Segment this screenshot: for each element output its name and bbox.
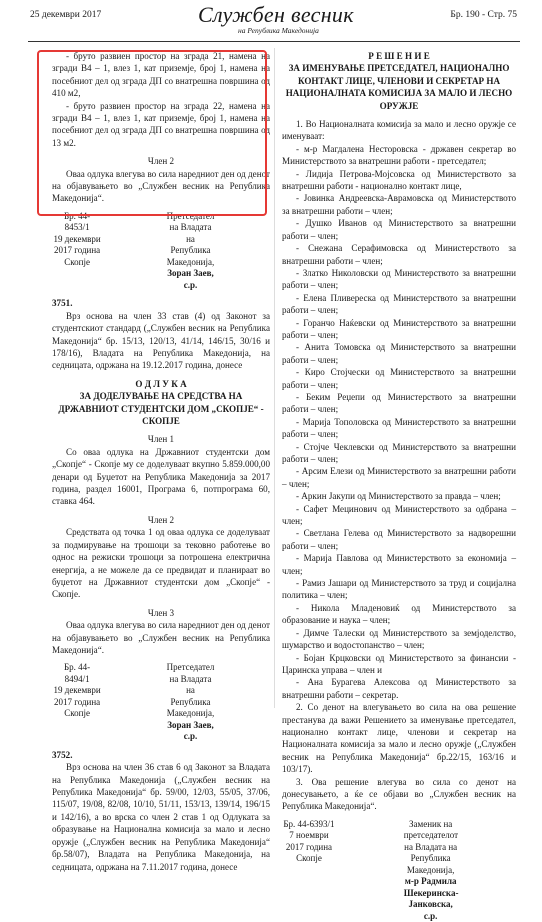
member-item: - Рамиз Јашари од Министерството за труд и социјална политика – член; xyxy=(282,578,516,601)
member-item: - Аркин Јакупи од Министерството за правда – член; xyxy=(296,491,501,502)
article-text: Со оваа одлука на Државниот студентски дом „Скопје“ - Скопје му се доделуваат вкупно 5.859.000,00 денари од Буџетот на Република Македонија за 2017 година, раздел 16001, Програма 6, потпрограма 60, ставка 464. xyxy=(52,446,270,507)
member-item: - Димче Талески од Министерството за земјоделство, шумарство и водостопанство – член; xyxy=(282,627,516,651)
article-text: Оваа одлука влегува во сила наредниот ден од денот на објавувањето во „Службен весник на Република Македонија“. xyxy=(52,168,270,204)
issue-number: Бр. 190 - Стр. 75 xyxy=(450,10,517,20)
header-rule xyxy=(28,41,520,42)
decision-heading: О Д Л У К А xyxy=(135,378,187,389)
signature-block: Бр. 44-8453/1 19 декември 2017 година Скопје Претседател на Владата на Република Македонија, Зоран Заев, с.р. xyxy=(53,210,215,290)
list-item: - бруто развиен простор на зграда 21, намена на згради В4 – 1, влез 1, кат приземје, број 1, намена на посебниот дел од зграда ДП со внатрешна површина од 410 м2, xyxy=(52,51,270,99)
member-item: - Никола Младеновиќ од Министерството за образование и наука – член; xyxy=(282,602,516,626)
member-item: - Марија Тополовска од Министерството за внатрешни работи – член; xyxy=(282,416,516,440)
member-item: - Марија Павлова од Министерството за економија – член; xyxy=(282,553,516,576)
member-item: - Горанчо Наќевски од Министерството за внатрешни работи – член; xyxy=(282,317,516,340)
member-item: - Бојан Крцковски од Министерството за финансии - Царинска управа – член и xyxy=(282,652,516,675)
article-text: Средствата од точка 1 од оваа одлука се доделуваат за подмирување на трошоци за тековно работење во однос на режиски трошоци за потрошена електрична енергија, а не можеле да се предвидат и планираат во буџетот на Државниот студентски дом „Скопје“ - Скопје. xyxy=(52,527,270,600)
members-list xyxy=(282,143,516,701)
page-header xyxy=(0,0,542,44)
member-item: - Анита Томовска од Министерството за внатрешни работи – член; xyxy=(282,342,516,365)
decision-heading: Р Е Ш Е Н И Е xyxy=(368,51,430,61)
decision-number: 3752. xyxy=(52,749,73,760)
article-title: Член 3 xyxy=(147,607,175,618)
list-item: - бруто развиен простор на зграда 22, намена на згради В4 – 1, влез 1, кат приземје, број 1, намена на посебниот дел од зграда ДП со внатрешна површина од 13 м2. xyxy=(52,100,270,148)
right-column xyxy=(282,50,516,922)
member-item: - Елена Пливереска од Министерството за внатрешни работи – член; xyxy=(282,292,516,316)
issue-date: 25 декември 2017 xyxy=(30,10,102,20)
member-item: - Киро Стојчески од Министерството за внатрешни работи – член; xyxy=(282,367,516,390)
member-item: - Душко Иванов од Министерството за внатрешни работи – член; xyxy=(282,218,516,241)
gazette-subtitle: на Република Македонија xyxy=(238,26,319,35)
article-title: Член 2 xyxy=(147,514,175,525)
decision-intro: Врз основа на член 36 став 6 од Законот за Владата на Република Македонија („Службен весник на Република Македонија“ бр. 59/00, 12/03, 55/05, 37/06, 115/07, 19/08, 82/08, 10/10, 51/11, 153/13, 139/14, 196/15 и 142/16), а во врска со член 2 став 1 од Одлуката за образување на Национална комисија за мало и лесно оружје („Службен весник на Република Македонија“ бр.58/07), Владата на Република Македонија, на седницата, одржана на 7.11.2017 година, донесе xyxy=(52,762,270,872)
member-item: - Светлана Гелева од Министерството за надворешни работи – член; xyxy=(282,528,516,551)
member-item: - Снежана Серафимовска од Министерството за внатрешни работи – член; xyxy=(282,243,516,266)
article-text: Оваа одлука влегува во сила наредниот ден од денот на објавувањето во „Службен весник на Република Македонија“. xyxy=(52,620,270,655)
paragraph: 2. Со денот на влегувањето во сила на ова решение престанува да важи Решението за именување претседател, национално контакт лице, членови и секретар на Националната комисија за мало и лесно оружје („Службен весник на Република Македонија“ бр.22/15, 163/16 и 103/17). xyxy=(282,702,516,775)
member-item: - Стојче Чеклевски од Министерството за внатрешни работи – член; xyxy=(282,441,516,464)
gazette-title: Службен весник xyxy=(198,2,354,27)
member-item: - Сафет Мецинович од Министерството за одбрана – член; xyxy=(282,503,516,527)
member-item: - Јовинка Андреевска-Аврамовска од Министерството за внатрешни работи – член; xyxy=(282,193,516,216)
member-item: - Арсим Елези од Министерството за внатрешни работи – член; xyxy=(282,466,516,489)
signature-block: Бр. 44-8494/1 19 декември 2017 година Скопје Претседател на Владата на Република Македонија, Зоран Заев, с.р. xyxy=(53,662,215,742)
column-divider xyxy=(274,48,275,708)
member-item: - м-р Магдалена Несторовска - државен секретар во Министерството за внатрешни работи - претседател; xyxy=(282,143,516,167)
highlight-box xyxy=(37,50,267,216)
decision-subheading: ЗА ИМЕНУВАЊЕ ПРЕТСЕДАТЕЛ, НАЦИОНАЛНО КОНТАКТ ЛИЦЕ, ЧЛЕНОВИ И СЕКРЕТАР НА НАЦИОНАЛНАТА КОМИСИЈА ЗА МАЛО И ЛЕСНО ОРУЖЈЕ xyxy=(285,63,513,111)
decision-intro: Врз основа на член 33 став (4) од Законот за студентскиот стандард („Службен весник на Република Македонија“ бр. 15/13, 120/13, 41/14, 146/15, 30/16 и 178/16), Владата на Република Македонија, на седницата, одржана на 19.12.2017 година, донесе xyxy=(52,310,270,371)
member-item: - Лидија Петрова-Мојсовска од Министерството за внатрешни работи - национално контакт лице, xyxy=(282,168,516,192)
member-item: - Ана Бурагева Алексова од Министерството за внатрешни работи – секретар. xyxy=(282,677,516,700)
member-item: - Златко Николовски од Министерството за внатрешни работи – член; xyxy=(282,267,516,291)
decision-subheading: ЗА ДОДЕЛУВАЊЕ НА СРЕДСТВА НА ДРЖАВНИОТ СТУДЕНТСКИ ДОМ „СКОПЈЕ“ - СКОПЈЕ xyxy=(58,391,264,427)
signature-block: Бр. 44-6393/1 7 ноември 2017 година Скопје Заменик на претседателот на Владата на Република Македонија, м-р Радмила Шекеринска-Јанковска, с.р. xyxy=(283,818,459,921)
article-title: Член 2 xyxy=(147,156,175,167)
member-item: - Беким Реџепи од Министерството за внатрешни работи – член; xyxy=(282,391,516,415)
paragraph: 3. Ова решение влегува во сила со денот на донесувањето, а ќе се објави во „Службен весник на Република Македонија“. xyxy=(282,776,516,812)
decision-number: 3751. xyxy=(52,298,73,309)
paragraph: 1. Во Националната комисија за мало и лесно оружје се именуваат: xyxy=(282,119,516,142)
article-title: Член 1 xyxy=(147,434,175,445)
